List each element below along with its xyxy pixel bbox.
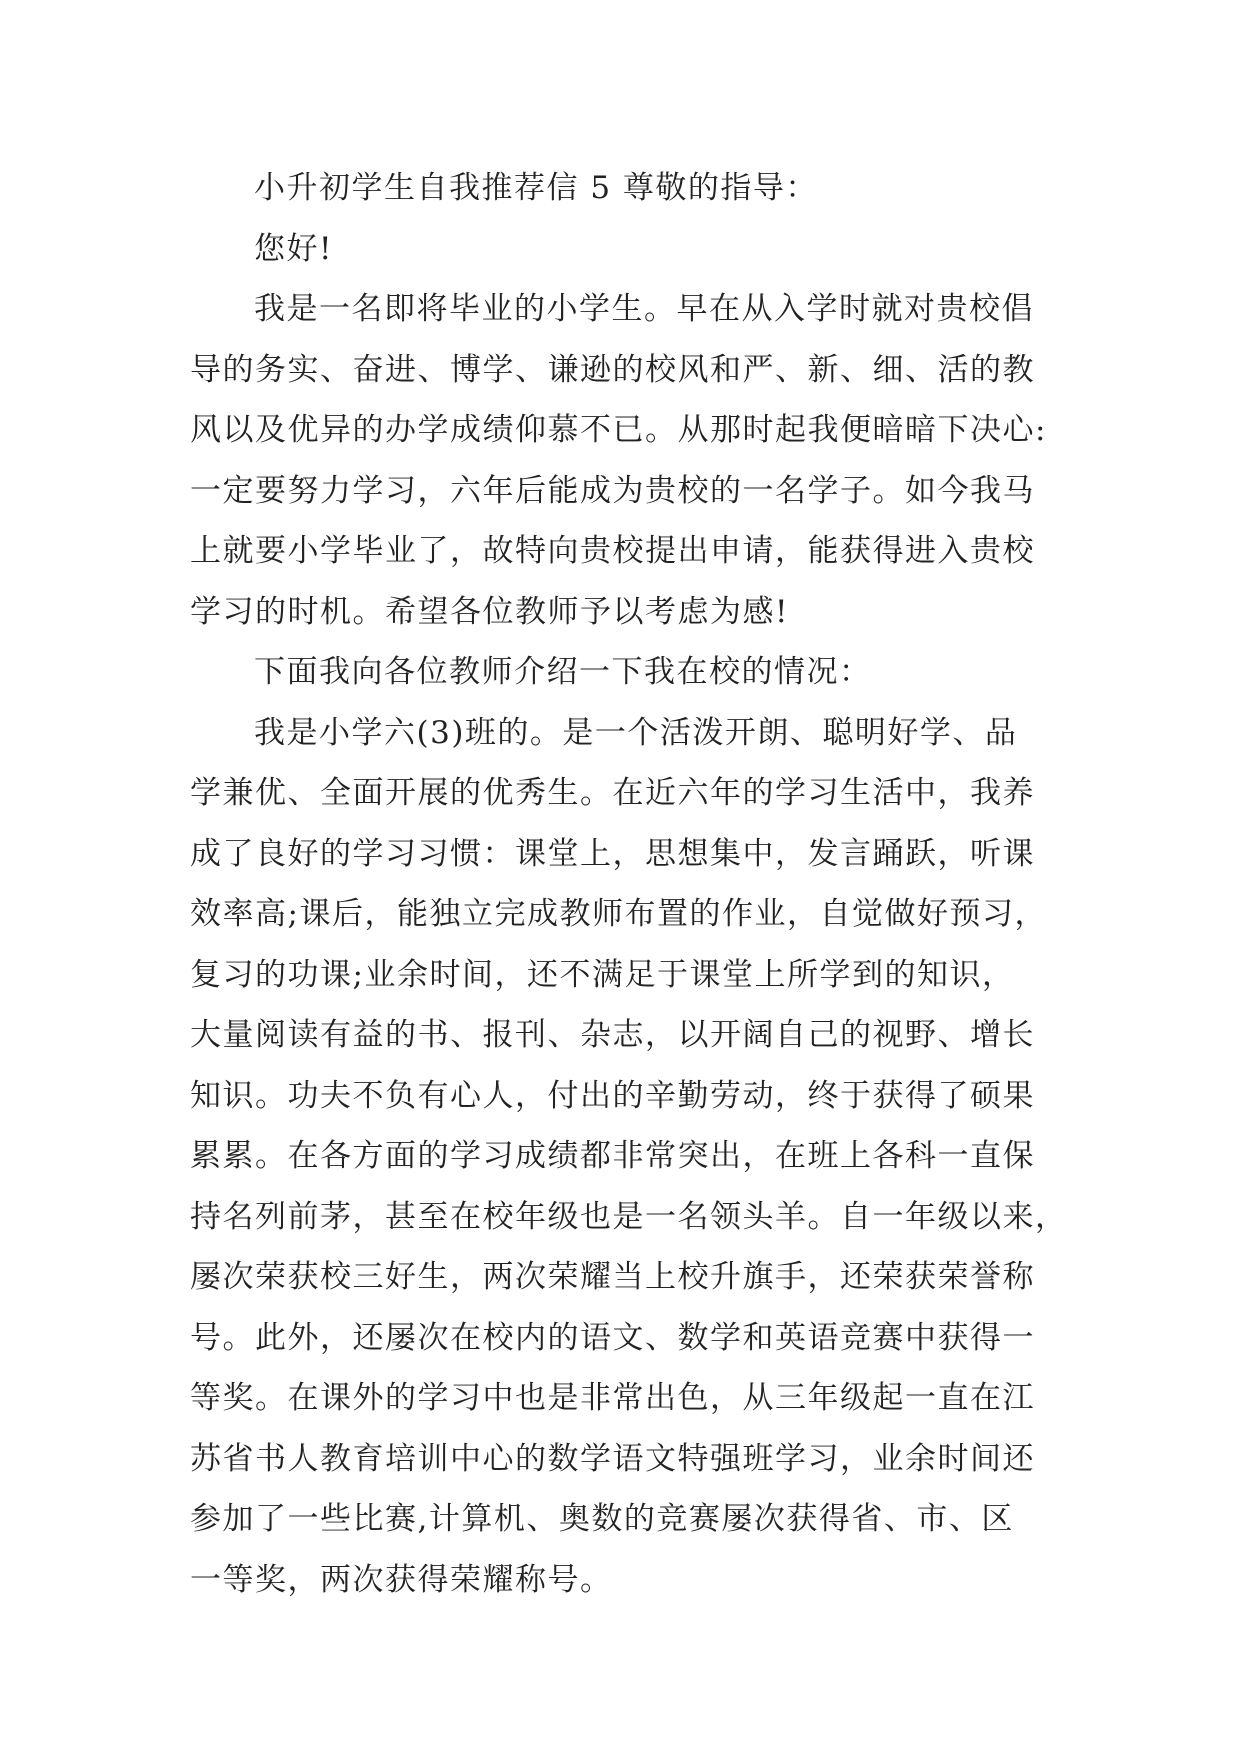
text-line: 导的务实、奋进、博学、谦逊的校风和严、新、细、活的教: [190, 351, 1035, 388]
text-line: 苏省书人教育培训中心的数学语文特强班学习，业余时间还: [190, 1440, 1035, 1477]
text-line: 小升初学生自我推荐信 5 尊敬的指导：: [254, 170, 818, 206]
text-line: 一等奖，两次获得荣耀称号。: [190, 1561, 613, 1598]
text-line: 大量阅读有益的书、报刊、杂志，以开阔自己的视野、增长: [190, 1017, 1035, 1053]
text-line: 我是一名即将毕业的小学生。早在从入学时就对贵校倡: [254, 291, 1034, 327]
text-line: 效率高;课后，能独立完成教师布置的作业，自觉做好预习，: [190, 896, 1047, 932]
text-line: 上就要小学毕业了，故特向贵校提出申请，能获得进入贵校: [190, 533, 1035, 569]
text-line: 风以及优异的办学成绩仰慕不已。从那时起我便暗暗下决心:: [190, 412, 1047, 448]
document-body: [190, 158, 1070, 1610]
text-line: 累累。在各方面的学习成绩都非常突出，在班上各科一直保: [190, 1138, 1035, 1174]
text-line: 屡次荣获校三好生，两次荣耀当上校升旗手，还荣获荣誉称: [190, 1259, 1035, 1295]
text-line: 等奖。在课外的学习中也是非常出色，从三年级起一直在江: [190, 1380, 1035, 1416]
text-line: 号。此外，还屡次在校内的语文、数学和英语竞赛中获得一: [190, 1319, 1035, 1356]
text-line: 成了良好的学习习惯：课堂上，思想集中，发言踊跃，听课: [190, 835, 1035, 872]
text-line: 学兼优、全面开展的优秀生。在近六年的学习生活中，我养: [190, 775, 1035, 811]
text-line: 参加了一些比赛,计算机、奥数的竞赛屡次获得省、市、区: [190, 1501, 1014, 1537]
text-line: 复习的功课;业余时间，还不满足于课堂上所学到的知识，: [190, 956, 1015, 993]
text-line: 持名列前茅，甚至在校年级也是一名领头羊。自一年级以来，: [190, 1198, 1068, 1235]
text-line: 学习的时机。希望各位教师予以考虑为感!: [190, 593, 789, 630]
text-line: 知识。功夫不负有心人，付出的辛勤劳动，终于获得了硕果: [190, 1077, 1035, 1114]
text-line: 下面我向各位教师介绍一下我在校的情况：: [254, 654, 872, 690]
text-line: 一定要努力学习，六年后能成为贵校的一名学子。如今我马: [190, 472, 1035, 509]
text-line: 我是小学六(3)班的。是一个活泼开朗、聪明好学、品: [254, 714, 1018, 751]
text-line: 您好!: [254, 230, 333, 267]
